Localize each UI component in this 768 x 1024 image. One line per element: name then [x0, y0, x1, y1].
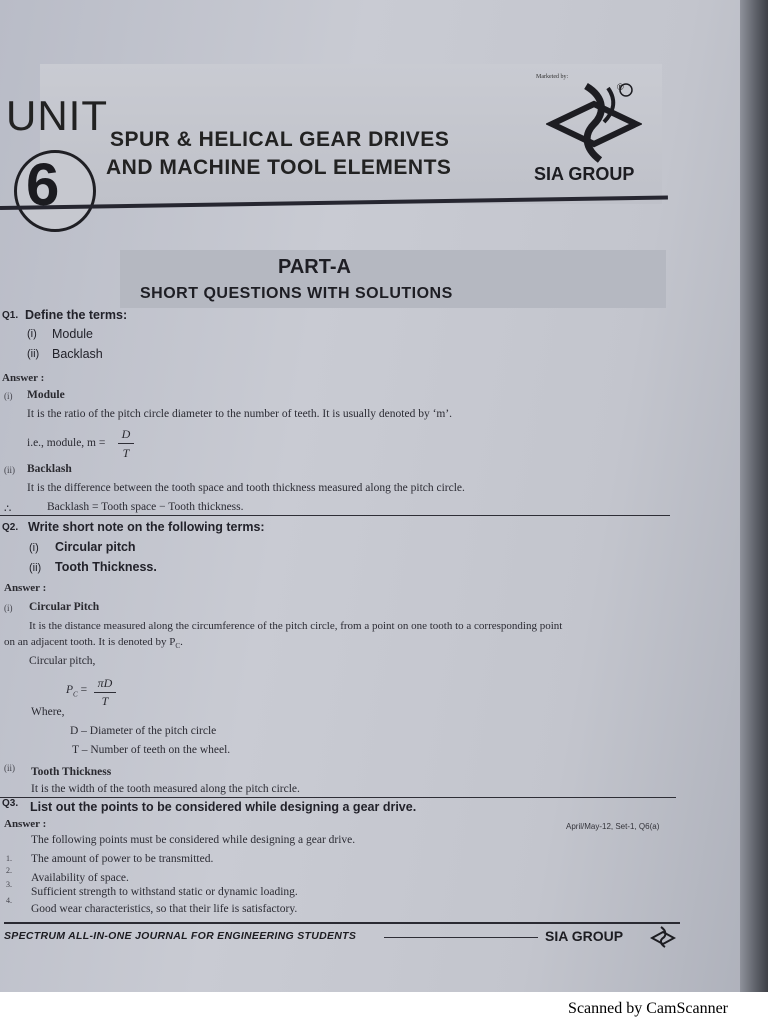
where-d: D – Diameter of the pitch circle	[70, 725, 217, 737]
q3-answer-label: Answer :	[4, 818, 47, 830]
q1-question: Define the terms:	[25, 308, 128, 322]
therefore-symbol: ∴	[4, 503, 12, 515]
unit-label: UNIT	[6, 92, 108, 139]
q2-a1-frac-top: πD	[97, 676, 113, 690]
section-divider	[0, 515, 670, 516]
q2-a1-text-line1: It is the distance measured along the circumference of the pitch circle, from a point on one tooth to a corresponding point	[29, 620, 563, 632]
q3-intro: The following points must be considered while designing a gear drive.	[31, 834, 356, 846]
q3-point-num: 1.	[6, 854, 12, 863]
q2-a2-text: It is the width of the tooth measured along the pitch circle.	[31, 783, 300, 795]
q2-item-num: (ii)	[29, 562, 42, 574]
chapter-title-line1: SPUR & HELICAL GEAR DRIVES	[110, 128, 450, 151]
q2-a1-text-line2-end: .	[180, 636, 183, 648]
q3-point-text: The amount of power to be transmitted.	[31, 853, 214, 865]
section-divider	[0, 797, 676, 798]
unit-number: 6	[26, 151, 60, 218]
fraction-bar	[94, 692, 116, 693]
q2-a1-text-line2-sub: C	[175, 642, 181, 651]
q1-a1-text: It is the ratio of the pitch circle diameter to the number of teeth. It is usually denoted by ‘m’.	[27, 408, 453, 420]
part-subtitle: SHORT QUESTIONS WITH SOLUTIONS	[140, 285, 453, 302]
q1-item-num: (i)	[27, 328, 37, 340]
q1-item-text: Backlash	[52, 347, 103, 361]
q1-item-text: Module	[52, 327, 93, 341]
q1-a1-frac-top: D	[121, 427, 131, 441]
logo-tagline: Marketed by:	[536, 74, 569, 80]
q2-a1-formula-lhs-main: P	[66, 684, 74, 696]
q3-question: List out the points to be considered while designing a gear drive.	[30, 800, 417, 814]
sia-small-logo-icon	[650, 926, 676, 948]
q1-answer-label: Answer :	[2, 372, 45, 384]
fraction-bar	[118, 443, 134, 444]
q2-a1-text-line2-main: on an adjacent tooth. It is denoted by P	[4, 636, 176, 648]
q1-a1-formula-prefix: i.e., module, m =	[27, 437, 106, 449]
q2-a1-label: Circular pitch,	[29, 655, 96, 667]
footer-rule	[4, 922, 680, 924]
chapter-title-line2: AND MACHINE TOOL ELEMENTS	[106, 156, 452, 179]
q1-a1-heading: Module	[27, 389, 65, 401]
scanner-watermark: Scanned by CamScanner	[568, 1000, 728, 1017]
q2-a1-formula-lhs	[66, 684, 87, 698]
sia-logo-icon	[546, 80, 642, 164]
q1-a2-heading: Backlash	[27, 463, 72, 475]
where-label: Where,	[31, 706, 65, 718]
q1-a2-num: (ii)	[4, 465, 15, 475]
q3-point-num: 2.	[6, 866, 12, 875]
footer-line	[384, 937, 538, 938]
q1-a1-frac-bottom: T	[122, 446, 130, 460]
q2-a2-num: (ii)	[4, 763, 15, 773]
registered-mark: ®	[617, 82, 624, 92]
q3-reference: April/May-12, Set-1, Q6(a)	[566, 822, 660, 831]
q2-a1-formula-eq: =	[80, 684, 88, 696]
q3-point-text: Good wear characteristics, so that their life is satisfactory.	[31, 903, 298, 915]
q2-answer-label: Answer :	[4, 582, 47, 594]
part-title: PART-A	[278, 256, 351, 278]
q3-point-text: Availability of space.	[31, 872, 129, 884]
footer-brand: SIA GROUP	[545, 928, 624, 944]
q2-number: Q2.	[2, 522, 19, 533]
q2-item-text: Tooth Thickness.	[55, 560, 157, 574]
q1-item-num: (ii)	[27, 348, 40, 360]
q3-point-text: Sufficient strength to withstand static or dynamic loading.	[31, 886, 298, 898]
q1-number: Q1.	[2, 310, 19, 321]
logo-name: SIA GROUP	[534, 164, 635, 184]
q2-a1-heading: Circular Pitch	[29, 601, 100, 613]
q2-a1-formula-lhs-sub: C	[73, 690, 78, 699]
q3-number: Q3.	[2, 798, 19, 809]
q2-a1-frac-bottom: T	[101, 694, 109, 708]
q1-a1-num: (i)	[4, 391, 13, 401]
q2-question: Write short note on the following terms:	[28, 520, 265, 534]
q1-a2-formula: Backlash = Tooth space − Tooth thickness.	[47, 501, 244, 513]
q3-point-num: 3.	[6, 880, 12, 889]
q2-a1-text-line2	[4, 636, 183, 650]
q1-a2-text: It is the difference between the tooth space and tooth thickness measured along the pitch circle.	[27, 482, 465, 494]
footer-journal-name: SPECTRUM ALL-IN-ONE JOURNAL FOR ENGINEERING STUDENTS	[4, 930, 357, 942]
q2-a1-num: (i)	[4, 603, 13, 613]
where-t: T – Number of teeth on the wheel.	[72, 744, 231, 756]
q2-item-num: (i)	[29, 542, 39, 554]
page-edge	[740, 0, 768, 992]
q3-point-num: 4.	[6, 896, 12, 905]
q2-item-text: Circular pitch	[55, 540, 136, 554]
q2-a2-heading: Tooth Thickness	[31, 766, 112, 778]
